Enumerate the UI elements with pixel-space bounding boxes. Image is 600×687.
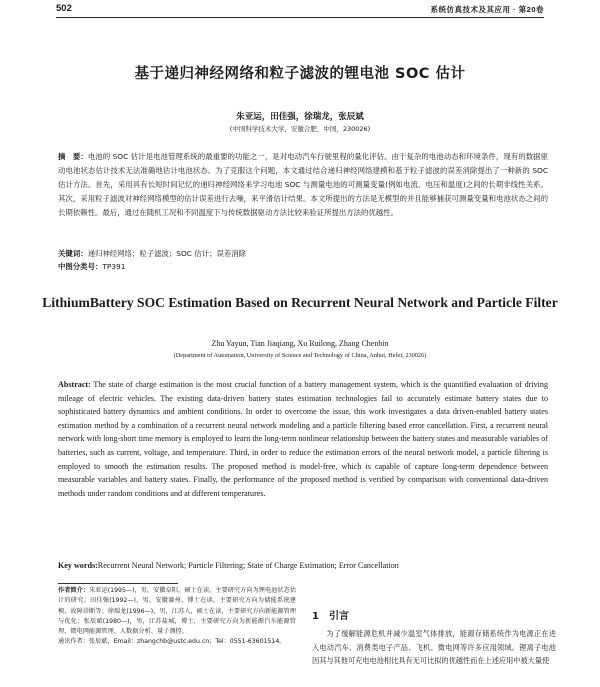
clc-number <box>58 261 548 274</box>
keywords-chinese <box>58 248 548 261</box>
authors-chinese: 朱亚运，田佳强，徐瑞龙，张辰斌 <box>236 112 364 122</box>
abstract-chinese-text: 电池的 SOC 估计是电池管理系统的最重要的功能之一，是对电动汽车行驶里程的量化评估。由于复杂的电池动态和环境条件，现有的数据驱动电池状态估计技术无法准确地估计电池状态。为了克服这个问题，本文通过结合递归神经网络建模和基于粒子滤波的误差消除提出了一种新的 SOC 估计方法。首先，采用具有长短时间记忆的递归神经网络来学习电池 SOC 与测量电池的可测量变量(例如电流、电压和温度)之间的长期非线性关系。其次，采用粒子滤波对神经网络模型的估计误差进行去噪，来平滑估计结果。本文所提出的方法是无模型的并且能够捕获可测量变量和电池状态之间的长期依赖性。最后，通过在随机工况和不同温度下与传统数据驱动方法比较来验证所提出方法的优越性。 <box>58 152 548 218</box>
abstract-english <box>58 378 548 500</box>
footnote-divider <box>58 583 178 584</box>
abstract-chinese-label: 摘 要： <box>58 152 88 161</box>
abstract-english-label: Abstract: <box>58 380 91 389</box>
abstract-chinese <box>58 150 548 220</box>
keywords-english <box>58 560 560 572</box>
clc-label: 中图分类号： <box>58 261 103 271</box>
keywords-chinese-text: 递归神经网络；粒子滤波；SOC 估计；误差消除 <box>87 249 247 258</box>
section-heading-introduction: 1 引言 <box>312 611 349 622</box>
keywords-chinese-label: 关键词： <box>58 249 88 258</box>
author-footnote <box>58 586 296 648</box>
abstract-english-text: The state of charge estimation is the most crucial function of a battery management system, which is the quantified evaluation of driving mileage of electric vehicles. The existing data-driven battery states estimation technologies fail to accurately estimate battery states due to sophisticated battery dynamics and ambient conditions. In order to overcome the issue, this work investigates a data driven-enabled battery states estimation method by a combination of a recurrent neural network modeling and a particle filtering based error cancellation. First, a recurrent neural network with long-short time memory is employed to learn the long-term nonlinear relationship between the battery states and measurable variables of batteries, such as current, voltage, and temperature. Third, in order to reduce the estimation errors of the neural network model, a particle filtering is employed to smooth the estimation results. The proposed method is model-free, which is capable of capture long-term dependence between measurable variables and battery states. Finally, the performance of the proposed method is verified by comparison with conventional data-driven methods under random conditions and at different temperatures. <box>58 380 548 498</box>
keywords-english-text: Recurrent Neural Network; Particle Filtering; State of Charge Estimation; Error Cancellation <box>97 561 399 570</box>
clc-text: TP391 <box>102 261 126 271</box>
footnote-text: 朱亚运(1995—)，男，安徽阜阳，硕士在读，主要研究方向为锂电池状态估计的研究；田佳强(1992—)，男，安徽滁州，博士在读，主要研究方向为储能系统建模、故障诊断等；徐瑞龙(1996—)，男，江苏人，硕士在读，主要研究方向新能源管理与优化；张辰斌(1980—)，男，江苏盐城，博士，主要研究方向为新能源汽车能源管理、微电网能源管理、人数据分析、量子测控。 <box>58 587 297 636</box>
authors-english: Zhu Yayun, Tian Jiaqiang, Xu Ruilong, Zhang Chenbin <box>211 339 389 348</box>
keywords-english-label: Key words: <box>58 561 98 570</box>
affiliation-english: (Department of Automation, University of Science and Technology of China, Anhui, Hefei, 230026) <box>173 352 427 359</box>
introduction-text: 为了缓解能源危机并减少温室气体排放，能源存储系统作为电源正在进入电动汽车、消费类电子产品、飞机、微电网等许多应用领域。锂离子电池因其与其他可充电电池相比具有无可比拟的优越性而在上述应用中被大量使 <box>312 629 556 666</box>
title-english: LithiumBattery SOC Estimation Based on Recurrent Neural Network and Particle Filter <box>42 295 558 310</box>
title-chinese: 基于递归神经网络和粒子滤波的锂电池 SOC 估计 <box>134 66 466 82</box>
footnote-label: 作者简介： <box>58 587 90 594</box>
journal-name: 系统仿真技术及其应用 · 第20卷 <box>430 5 544 14</box>
keywords-chinese-block <box>58 248 548 273</box>
affiliation-chinese: (中国科学技术大学，安徽合肥，中国，230026) <box>229 125 371 133</box>
running-header <box>56 3 544 18</box>
corresponding-author: 通讯作者：张辰斌，Email：zhangchb@ustc.edu.cn；Tel：0551-63601514。 <box>58 638 286 646</box>
page-number: 502 <box>56 3 72 14</box>
